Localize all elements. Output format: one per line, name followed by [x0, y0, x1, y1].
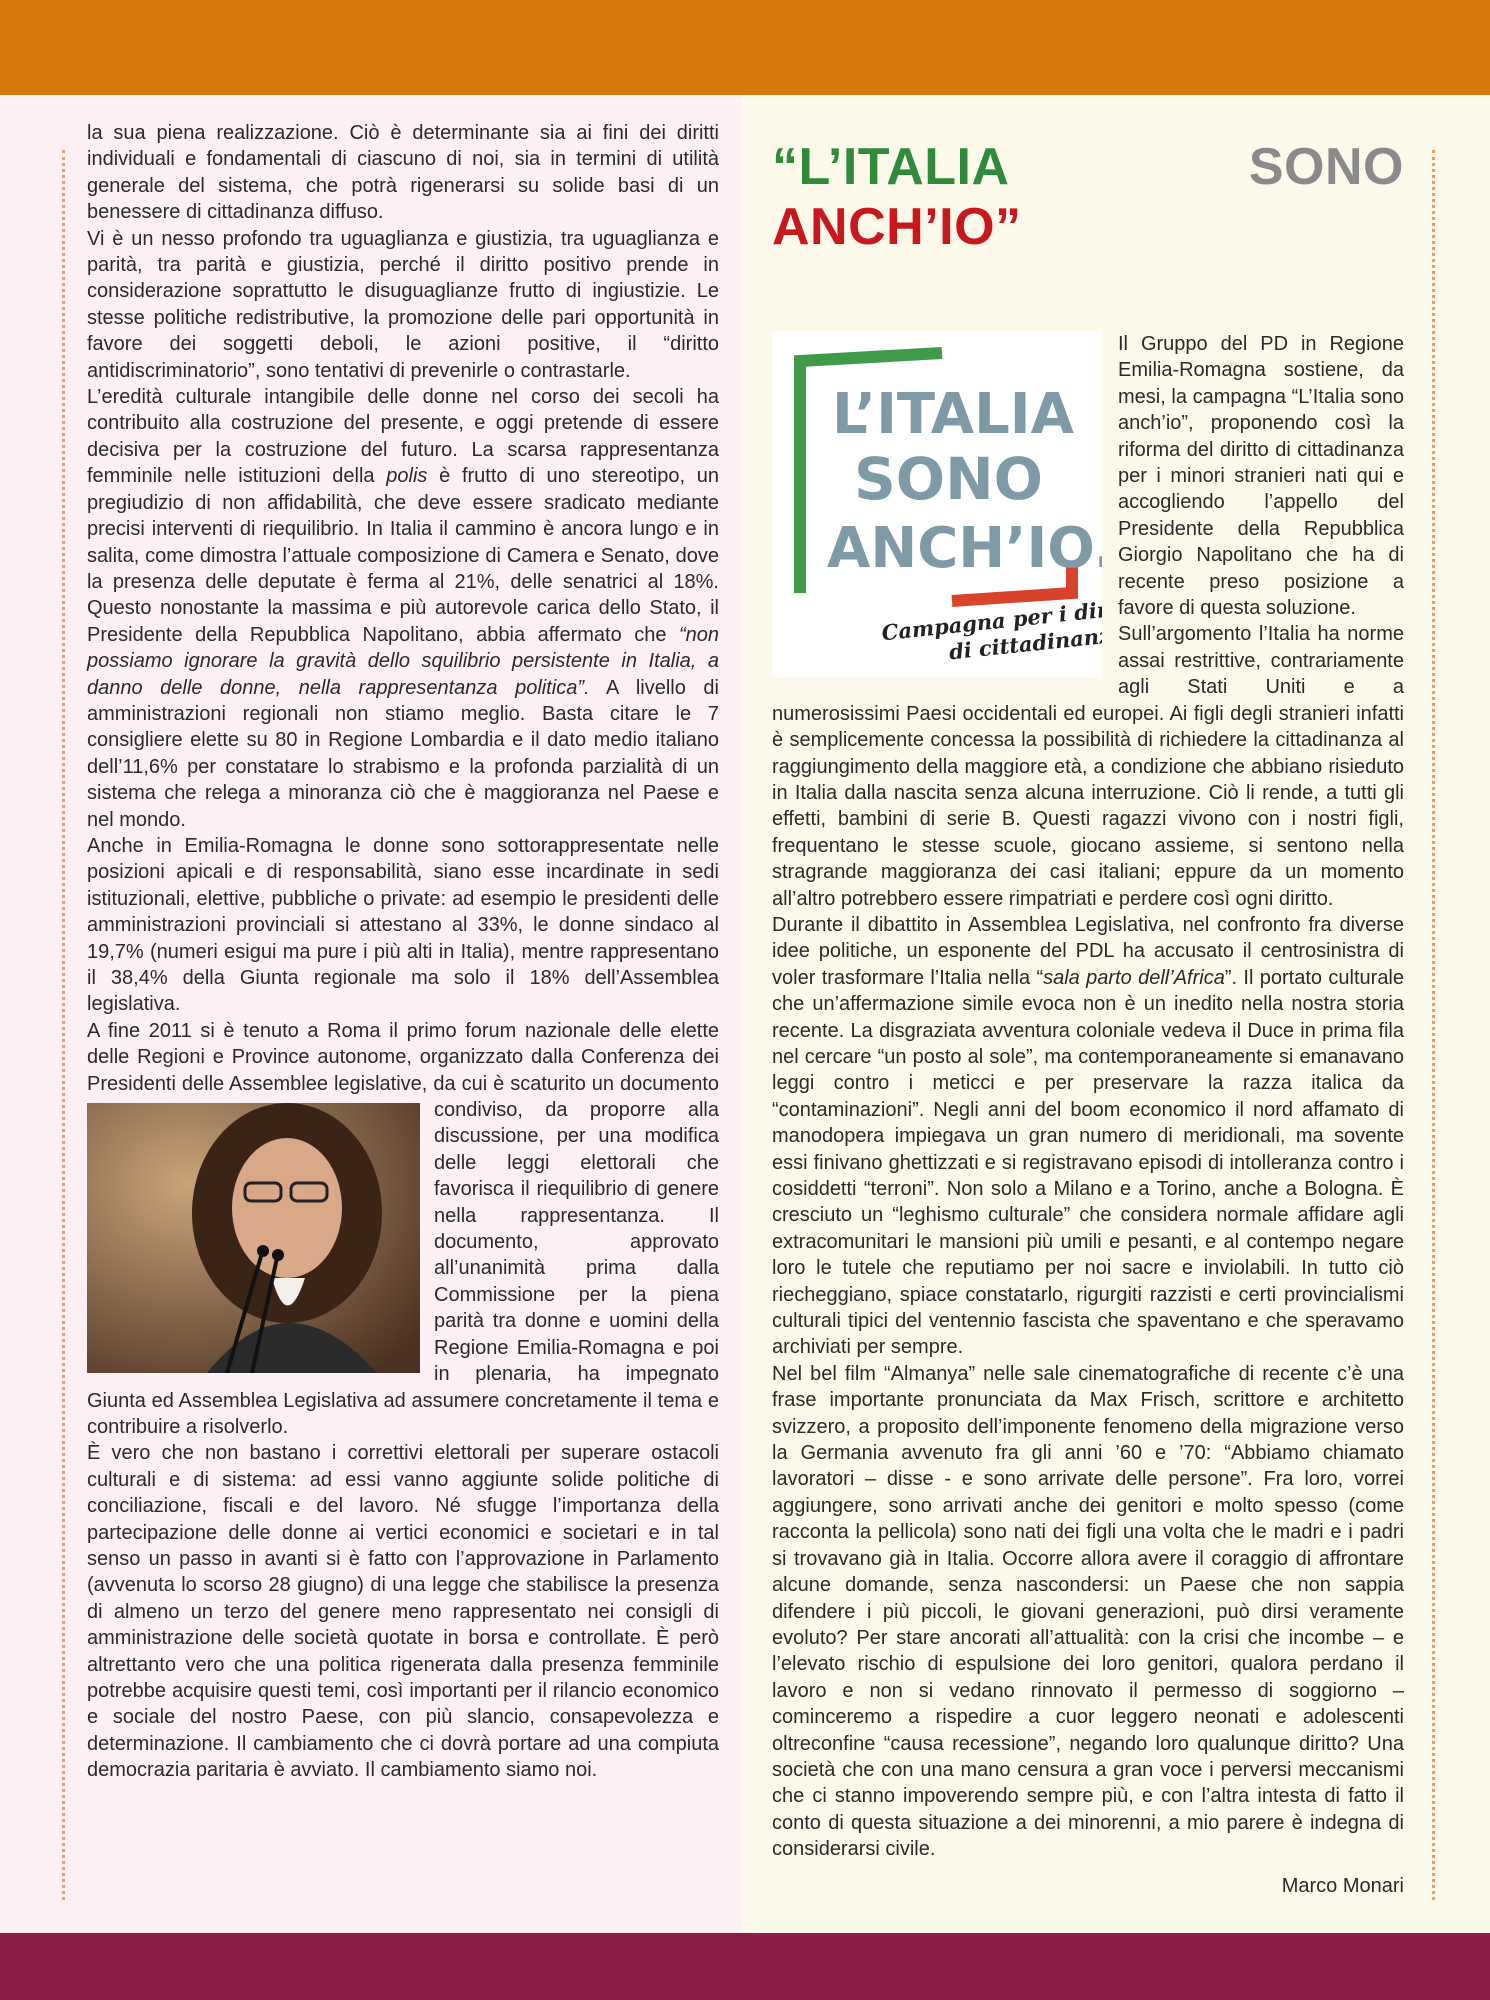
paragraph: Sull’argomento l’Italia ha norme assai restrittive, contrariamente agli Stati Uniti e a numerosissimi Paesi occidentali ed europei. Ai figli degli stranieri infatti è semplicemente concessa la possibilità di richiedere la cittadinanza al raggiungimento della maggiore età, a condizione che abbiano risieduto in Italia dalla nascita senza alcuna interruzione. Ciò li rende, a tutti gli effetti, bambini di serie B. Questi ragazzi vivono con i nostri figli, frequentano le stesse scuole, giocano assieme, si sentono nella stragrande maggioranza dei casi italiani; eppure da un momento all’altro potrebbero essere rimpatriati e perdere così ogni diritto. — [772, 623, 1404, 910]
article-title — [772, 137, 1404, 257]
text-run: A fine 2011 si è tenuto a Roma il primo forum nazionale delle elette delle Regioni e Province autonome, organizzato dalla Conferenza dei Presidenti delle Assemblee legislative, da cui è scaturito un documento condiviso, — [87, 1019, 719, 1122]
italic-quote: sala parto dell’Africa — [1043, 966, 1225, 989]
speaker-portrait-photo — [87, 1103, 420, 1373]
paragraph — [772, 912, 1404, 1361]
logo-caption-1: Campagna per i diritti — [880, 593, 1102, 646]
logo-caption-2: di cittadinanza. — [947, 620, 1102, 665]
right-dotted-rule — [1432, 150, 1435, 1900]
title-part-3: ANCH’IO” — [772, 198, 1022, 256]
bottom-color-band — [0, 1933, 1490, 2000]
paragraph — [87, 384, 719, 833]
right-article-column — [772, 137, 1404, 1899]
paragraph: Vi è un nesso profondo tra uguaglianza e giustizia, tra uguaglianza e parità, tra parità e giustizia, perché il diritto positivo prende in considerazione soprattutto le disuguaglianze frutto di ingiustizie. Le stesse politiche redistributive, la promozione delle pari opportunità in favore dei soggetti deboli, le azioni positive, il “diritto antidiscriminatorio”, sono tentativi di prevenirle o contrastarle. — [87, 227, 719, 382]
paragraph: Anche in Emilia-Romagna le donne sono sottorappresentate nelle posizioni apicali e di responsabilità, siano esse incardinate in sedi istituzionali, elettive, pubbliche o private: ad esempio le presidenti delle amministrazioni provinciali si attestano al 33%, le donne sindaco al 19,7% (numeri esigui ma pure i più alti in Italia), mentre rappresentano il 38,4% della Giunta regionale ma solo il 18% dell’Assemblea legislativa. — [87, 834, 719, 1016]
logo-line-2: SONO — [854, 445, 1043, 513]
author-signature: Marco Monari — [1281, 1874, 1404, 1897]
paragraph: È vero che non bastano i correttivi elettorali per superare ostacoli culturali e di sistema: ad essi vanno aggiunte solide politiche di conciliazione, fiscali e del lavoro. Né sfugge l’importanza della partecipazione delle donne ai vertici economici e societari e in tal senso un passo in avanti si è fatto con l’approvazione in Parlamento (avvenuta lo scorso 28 giugno) di una legge che stabilisce la presenza di almeno un terzo del genere meno rappresentato nei consigli di amministrazione delle società quotate in borsa e controllate. È però altrettanto vero che una politica rigenerata dalla presenza femminile potrebbe acquisire questi temi, così importanti per il rilancio economico e sociale del nostro Paese, con più slancio, consapevolezza e determinazione. Il cambiamento che ci dovrà portare ad una compiuta democrazia paritaria è avviato. Il cambiamento siamo noi. — [87, 1442, 719, 1782]
paragraph: Il Gruppo del PD in Regione Emilia-Romagna sostiene, da mesi, la campagna “L’Italia sono anch’io”, proponendo così la riforma del diritto di cittadinanza per i minori stranieri nati qui e accogliendo l’appello del Presidente della Repubblica Giorgio Napolitano che ha di recente preso posizione a favore di questa soluzione. — [1118, 333, 1404, 620]
italic-term: polis — [386, 465, 428, 488]
paragraph: la sua piena realizzazione. Ciò è determinante sia ai fini dei diritti individuali e fondamentali di ciascuno di noi, sia in termini di utilità generale del sistema, che potrà rigenerarsi su solide basi di un benessere di cittadinanza diffuso. — [87, 122, 719, 224]
logo-frame — [772, 331, 1102, 677]
text-run: Durante il dibattito in Assemblea Legislativa, nel confronto fra diverse idee politiche, un esponente del PDL ha accusato il centrosinistra di voler trasformare l’Italia nella “ — [772, 913, 1404, 989]
top-color-band — [0, 0, 1490, 95]
text-run: da proporre alla discussione, per una modifica delle leggi elettorali che favorisca il riequilibrio di genere nella rappresentanza. Il documento, approvato all’unanimità prima dalla Commissione per la piena parità tra donne e uomini della Regione Emilia-Romagna e poi in plenaria, ha impegnato Giunta ed Assemblea Legislativa ad assumere concretamente il tema e contribuire a risolverlo. — [87, 1099, 719, 1438]
logo-line-3: ANCH’IO. — [827, 516, 1102, 581]
text-run: ”. Il portato culturale che un’affermazione simile evoca non è un inedito nella nostra storia recente. La disgraziata avventura coloniale vedeva il Duce in prima fila nel cercare “un posto al sole”, ma contemporaneamente si emanavano leggi contro i meticci e per preservare la razza italica da “contaminazioni”. Negli anni del boom economico il nord affamato di manodopera impiegava un gran numero di meridionali, ma sovente essi finivano ghettizzati e si registravano episodi di intolleranza contro i cosiddetti “terroni”. Non solo a Milano e a Torino, anche a Bologna. È cresciuto un “leghismo culturale” che considera normale affidare agli extracomunitari le mansioni più umili e pesanti, e al contempo negare loro le tutele che reputiamo per noi sacre e inviolabili. In tutto ciò riecheggiano, spiace constatarlo, rigurgiti razzisti e certi provincialismi culturali tipici del ventennio fascista che spaventano e che speravamo archiviati per sempre. — [772, 966, 1405, 1359]
logo-line-1: L’ITALIA — [832, 382, 1074, 447]
title-part-2: SONO — [1248, 138, 1404, 196]
text-run: L’eredità culturale intangibile delle donne nel corso dei secoli ha contribuito alla costruzione del presente, e oggi pretende di essere decisiva per la costruzione del futuro. La scarsa rappresentanza femminile nelle istituzioni della — [87, 386, 719, 488]
portrait-illustration — [87, 1103, 420, 1373]
title-part-1: “L’ITALIA — [772, 138, 1008, 196]
left-article-column — [87, 120, 719, 1784]
left-dotted-rule — [62, 150, 65, 1900]
text-run: è frutto di uno stereotipo, un pregiudizio di non affidabilità, che deve essere sradicato mediante precisi interventi di riequilibrio. In Italia il cammino è ancora lungo e in salita, come dimostra l’attuale composizione di Camera e Senato, dove la presenza delle deputate è ferma al 21%, delle senatrici al 18%. Questo nonostante la massima e più autorevole carica dello Stato, il Presidente della Repubblica Napolitano, abbia affermato che — [87, 465, 720, 646]
paragraph: Nel bel film “Almanya” nelle sale cinematografiche di recente c’è una frase importante pronunciata da Max Frisch, scrittore e architetto svizzero, a proposito dell’imponente fenomeno della migrazione verso la Germania avvenuto fra gli anni ’60 e ’70: “Abbiamo chiamato lavoratori – disse - e sono arrivate delle persone”. Fra loro, vorrei aggiungere, sono arrivati anche dei genitori e molto spesso (come racconta la pellicola) sono nati dei figli una volta che le madri e i padri si trovavano già in Italia. Occorre allora avere il coraggio di affrontare alcune domande, senza nascondersi: un Paese che non sappia difendere i più piccoli, le giovani generazioni, può dirsi veramente evoluto? Per stare ancorati all’attualità: con la crisi che incombe – e l’elevato rischio di espulsione dei loro genitori, qualora perdano il lavoro e non si vedano rinnovato il permesso di soggiorno – cominceremo a rispedire a cuor leggero neonati e adolescenti oltreconfine “causa recessione”, negando loro qualunque diritto? Una società che con una mano censura a gran voce i perversi meccanismi che ci stanno impoverendo sempre più, e con l’altra intesta di fatto il conto di questa situazione a dei minorenni, a mio parere è indegna di considerarsi civile. — [772, 1362, 1404, 1861]
campaign-logo — [772, 331, 1102, 677]
quotation: “non possiamo ignorare la gravità dello squilibrio persistente in Italia, a danno delle donne, nella rappresentanza politica”. — [87, 623, 720, 699]
text-run: A livello di amministrazioni regionali non stiamo meglio. Basta citare le 7 consigliere elette su 80 in Regione Lombardia e il dato medio italiano dell’11,6% per constatare lo strabismo e la profonda parzialità di un sistema che relega a minoranza ciò che è maggioranza nel Paese e nel mondo. — [87, 676, 719, 831]
